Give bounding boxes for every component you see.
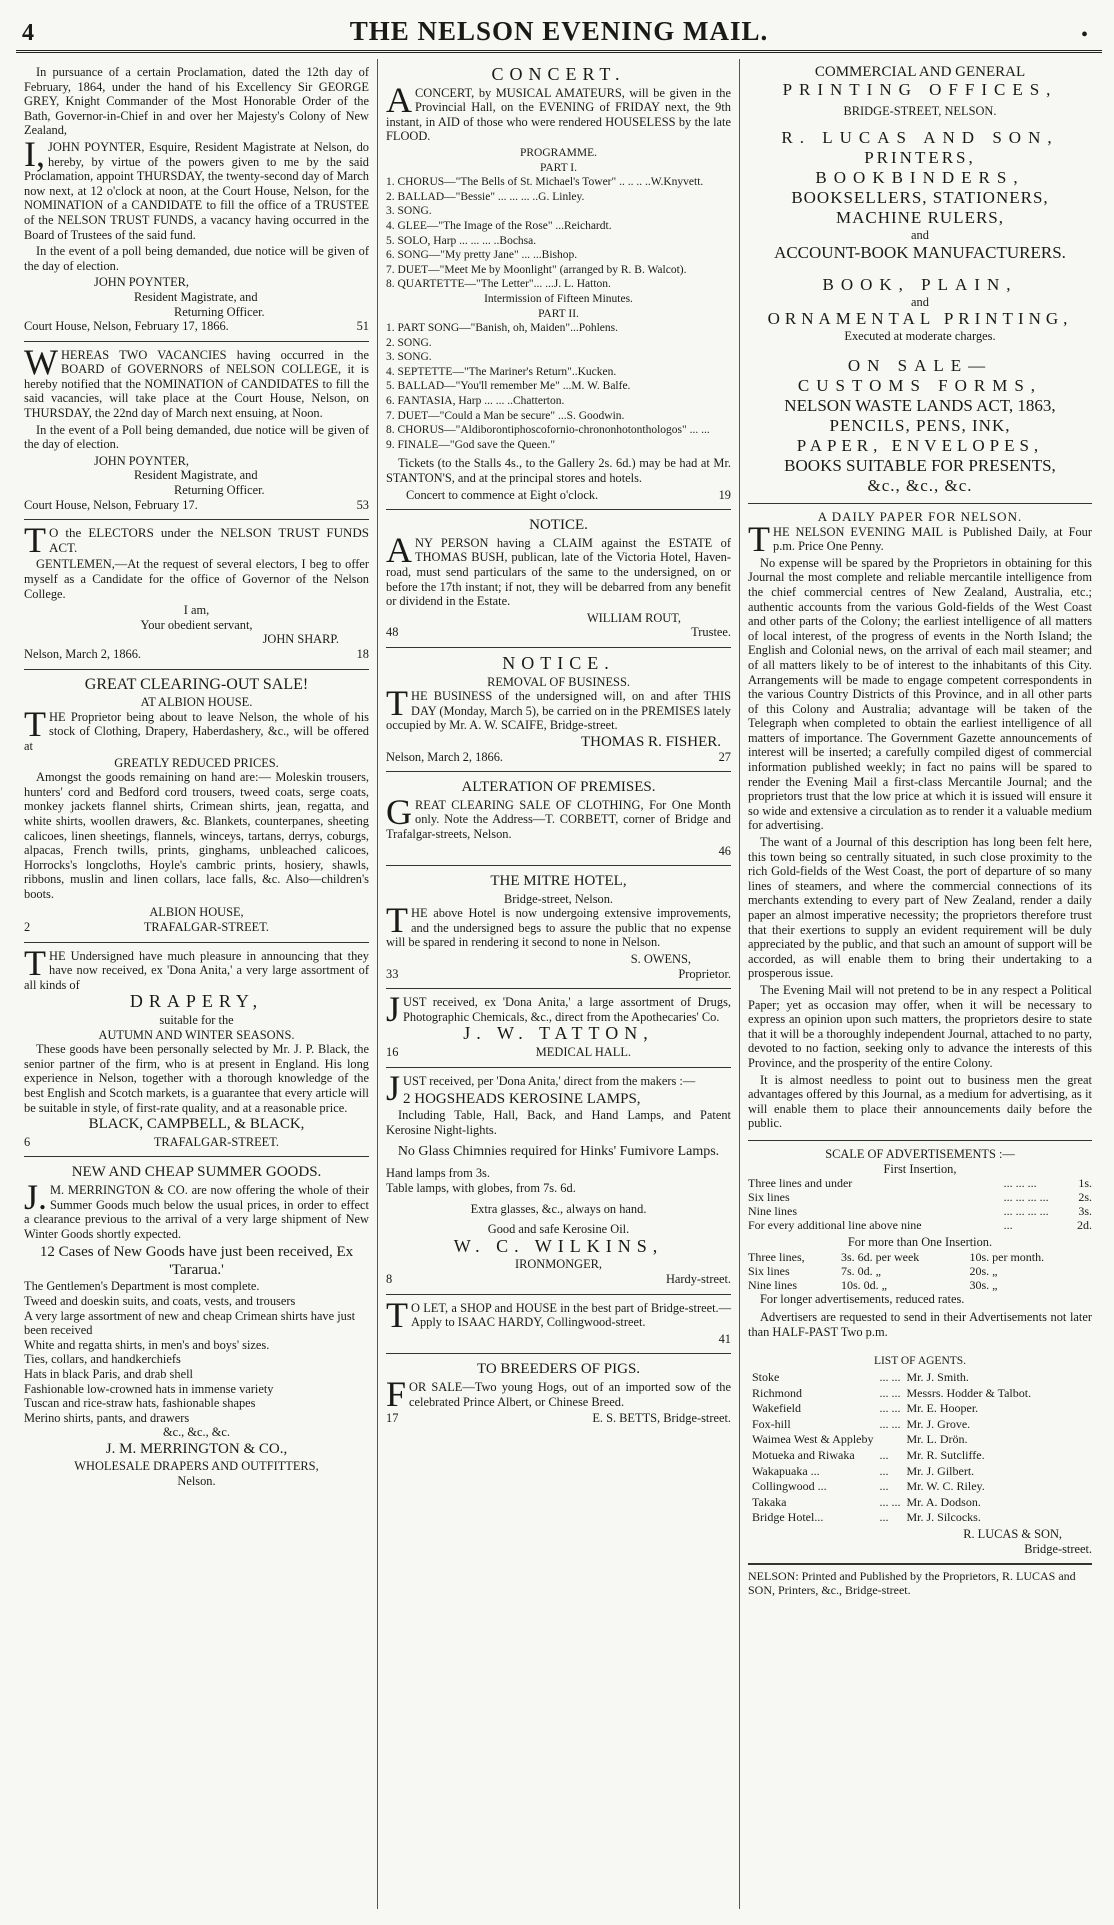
table-row — [750, 1449, 1033, 1463]
merrington-line8: Tuscan and rice-straw hats, fashionable shapes — [24, 1396, 256, 1411]
concert-ad — [386, 59, 731, 510]
mitre-sub: Bridge-street, Nelson. — [503, 891, 614, 906]
agent-place: Collingwood ... — [752, 1479, 827, 1494]
college-notice — [24, 342, 369, 521]
daily-heading: A DAILY PAPER FOR NELSON. — [817, 508, 1023, 524]
wilkins-street: Hardy-street. — [665, 1271, 731, 1286]
fisher-place-date: Nelson, March 2, 1866. — [386, 749, 504, 764]
tatton-num: 16 — [386, 1045, 399, 1060]
wilkins-name: W. C. WILKINS, — [453, 1235, 664, 1256]
concert-programme: PROGRAMME. — [519, 146, 597, 159]
daily-p1: No expense will be spared by the Proprietors in obtaining for this Journal the most complete and reliable mercantile intelligence from the chief commercial centres of New Zealand, Australia, etc.; authentic accounts from the various Gold-fields of the West Coast and other parts of the Colony; the earliest intelligence of all matters of local interest, of the progress of events in the North Island; the English and Colonial news, on the arrival of each mail steamer; and of all matters likely to be of interest to the inhabitants of this City. Arrangements will be made to engage competent correspondents in the various Country Districts of this Province, and in all other parts of this Colony and Australia; advantage will be taken of the Telegraph when completed to obtain the earliest intelligence of all matters of importance. The Government Gazette announcements of interest will be inserted; a carefully compiled digest of commercial information published weekly; in fact no pains will be spared to render the Evening Mail a first-class Mercantile Journal; and the proprietors trust that the low price at which it is issued will ensure it so wide and extensive a circulation as to render it a valuable medium for advertising. — [748, 555, 1092, 833]
scale-label: Three lines and under — [748, 1176, 853, 1191]
drapery-firm: BLACK, CAMPBELL, & BLACK, — [88, 1116, 305, 1133]
scale-dots: ... ... ... — [1003, 1176, 1037, 1191]
pigs-body: FOR SALE—Two young Hogs, out of an imported sow of the celebrated Prince Albert, or Chinese Breed. — [386, 1373, 731, 1414]
lucas-line16: PENCILS, PENS, INK, — [829, 415, 1011, 435]
table-row — [748, 1218, 1092, 1232]
pigs-name: E. S. BETTS, Bridge-street. — [592, 1411, 731, 1426]
tatton-ad — [386, 989, 731, 1067]
wilkins-num: 8 — [386, 1271, 393, 1286]
ornament-dot: • — [1080, 24, 1088, 46]
scale-label: Nine lines — [748, 1277, 797, 1292]
table-row — [750, 1433, 1033, 1447]
agent-name: Mr. A. Dodson. — [906, 1494, 981, 1509]
college-place-date: Court House, Nelson, February 17. — [24, 497, 198, 512]
albion-addr2: TRAFALGAR-STREET. — [143, 920, 269, 935]
scale-week: 10s. 0d. „ — [840, 1277, 887, 1292]
scale-price: 2d. — [1077, 1218, 1092, 1233]
programme-item: 4. SEPTETTE—"The Mariner's Return"..Kucken. — [386, 365, 617, 378]
agents-table — [748, 1369, 1035, 1527]
scale-dots: ... ... ... ... — [1003, 1190, 1049, 1205]
scale-first: First Insertion, — [883, 1161, 957, 1176]
merrington-line5: Ties, collars, and handkerchiefs — [24, 1352, 181, 1367]
scale-request: Advertisers are requested to send in their Advertisements not later than HALF-PAST Two p.m. — [748, 1310, 1092, 1339]
merrington-firm: J. M. MERRINGTON & CO., — [105, 1440, 288, 1457]
mitre-title: Proprietor. — [678, 966, 731, 981]
albion-ad — [24, 670, 369, 943]
bush-name: WILLIAM ROUT, — [586, 610, 681, 625]
lucas-line1: COMMERCIAL AND GENERAL — [814, 64, 1026, 80]
poynter-num: 51 — [356, 319, 369, 334]
imprint-text: NELSON: Printed and Published by the Proprietors, R. LUCAS and SON, Printers, &c., Bridge-street. — [748, 1569, 1076, 1598]
masthead — [16, 14, 1102, 53]
wilkins-hand: Hand lamps from 3s. — [386, 1166, 490, 1181]
mitre-ad — [386, 866, 731, 989]
fisher-sub: REMOVAL OF BUSINESS. — [487, 674, 630, 689]
newspaper-title: THE NELSON EVENING MAIL. — [349, 16, 769, 46]
lucas-line12: Executed at moderate charges. — [844, 329, 996, 344]
fisher-notice — [386, 648, 731, 772]
scale-price: 1s. — [1078, 1176, 1092, 1191]
college-sig-title1: Resident Magistrate, and — [134, 468, 258, 483]
merrington-ad — [24, 1157, 369, 1495]
wilkins-chim: No Glass Chimnies required for Hinks' Fumivore Lamps. — [397, 1144, 720, 1160]
programme-item: 1. CHORUS—"The Bells of St. Michael's Tower" .. .. .. ..W.Knyvett. — [386, 176, 704, 189]
albion-addr1: ALBION HOUSE, — [149, 905, 244, 920]
column-3 — [740, 59, 1100, 1909]
agent-name: Mr. R. Sutcliffe. — [906, 1448, 985, 1463]
agents-list — [748, 1348, 1092, 1564]
pigs-num: 17 — [386, 1411, 399, 1426]
bush-title: Trustee. — [691, 625, 731, 640]
agent-dots: ... — [879, 1510, 889, 1525]
agent-dots: ... ... — [879, 1370, 901, 1385]
agent-dots: ... ... — [879, 1416, 901, 1431]
wilkins-oil: Good and safe Kerosine Oil. — [487, 1222, 630, 1237]
fisher-body: THE BUSINESS of the undersigned will, on and after THIS DAY (Monday, March 5), be carried on in the PREMISES lately occupied by Mr. A. W. SCAIFE, Bridge-street. — [386, 683, 731, 733]
bush-notice — [386, 510, 731, 648]
scale-more: For more than One Insertion. — [847, 1235, 993, 1250]
drapery-body2: These goods have been personally selected by Mr. J. P. Black, the senior partner of the firm, who is at present in England. His long experience in Nelson, together with a thorough knowledge of the best English and Scotch markets, is a guarantee that every article will be suitable in style, of first-rate quality, and at a reasonable price. — [24, 1042, 369, 1115]
lucas-line3: BRIDGE-STREET, NELSON. — [843, 103, 997, 118]
alteration-ad — [386, 772, 731, 866]
programme-item: 2. SONG. — [386, 336, 432, 349]
lucas-line14: CUSTOMS FORMS, — [797, 375, 1043, 395]
scale-longer: For longer advertisements, reduced rates. — [760, 1291, 965, 1306]
programme-item: 3. SONG. — [386, 351, 432, 364]
scale-week: 3s. 6d. per week — [840, 1249, 920, 1264]
agent-place: Wakapuaka ... — [752, 1463, 820, 1478]
bush-num: 48 — [386, 625, 399, 640]
poynter-sig-name: JOHN POYNTER, — [94, 275, 189, 290]
electors-place-date: Nelson, March 2, 1866. — [24, 646, 142, 661]
agent-place: Richmond — [752, 1385, 802, 1400]
merrington-line6: Hats in black Paris, and drab shell — [24, 1366, 193, 1381]
drapery-body: THE Undersigned have much pleasure in announcing that they have now received, ex 'Dona Anita,' a very large assortment of all kinds of — [24, 942, 369, 992]
agent-dots: ... — [879, 1448, 889, 1463]
concert-commence: Concert to commence at Eight o'clock. — [406, 487, 599, 502]
agent-place: Bridge Hotel... — [752, 1510, 824, 1525]
drapery-seasons: AUTUMN AND WINTER SEASONS. — [98, 1027, 295, 1042]
wilkins-trade: IRONMONGER, — [514, 1257, 603, 1272]
programme-item: Intermission of Fifteen Minutes. — [484, 292, 633, 305]
pigs-heading: TO BREEDERS OF PIGS. — [476, 1361, 641, 1378]
daily-p2: The want of a Journal of this description has long been felt here, this town being so centrally situated, in such close proximity to the rich Gold-fields of the West Coast, the port of departure of so many lines of steamers, and where the commercial connections of its merchants extending to every part of New Zealand, render a daily paper an almost imperative necessity; the proprietors therefore trust that their exertions to supply an evident requirement will be duly appreciated by the public, and that such an amount of support will be accorded, as will enable them to bring their undertaking to a prosperous issue. — [748, 835, 1092, 981]
imprint — [748, 1564, 1092, 1597]
lucas-line5: PRINTERS, — [864, 148, 976, 168]
agents-street: Bridge-street. — [1024, 1541, 1092, 1556]
page-number: 4 — [22, 20, 34, 46]
concert-part1-list — [386, 175, 731, 306]
scale-table — [748, 1176, 1092, 1232]
agent-name: Messrs. Hodder & Talbot. — [906, 1385, 1032, 1400]
table-row — [748, 1250, 1092, 1264]
table-row — [748, 1264, 1092, 1278]
columns — [16, 59, 1102, 1909]
programme-item: 5. SOLO, Harp ... ... ... ..Bochsa. — [386, 234, 537, 247]
programme-item: 4. GLEE—"The Image of the Rose" ...Reichardt. — [386, 219, 612, 232]
tatton-place: MEDICAL HALL. — [535, 1045, 631, 1060]
scale-dots: ... ... ... ... — [1003, 1204, 1049, 1219]
lucas-line18: BOOKS SUITABLE FOR PRESENTS, — [784, 455, 1056, 475]
daily-ad — [748, 504, 1092, 1141]
electors-notice — [24, 520, 369, 669]
wilkins-ad — [386, 1068, 731, 1295]
fisher-heading: NOTICE. — [502, 652, 615, 673]
college-poll: In the event of a Poll being demanded, due notice will be given of the day of election. — [24, 422, 369, 452]
drapery-street: TRAFALGAR-STREET. — [153, 1134, 279, 1149]
wilkins-incl: Including Table, Hall, Back, and Hand Lamps, and Patent Kerosine Night-lights. — [386, 1108, 731, 1137]
table-row — [748, 1176, 1092, 1190]
albion-prices: GREATLY REDUCED PRICES. — [114, 755, 279, 770]
poynter-place-date: Court House, Nelson, February 17, 1866. — [24, 319, 229, 334]
college-num: 53 — [356, 497, 369, 512]
lucas-ad — [748, 59, 1092, 504]
tatton-name: J. W. TATTON, — [463, 1023, 654, 1044]
tolet-body: TO LET, a SHOP and HOUSE in the best part of Bridge-street.—Apply to ISAAC HARDY, Collingwood-street. — [386, 1294, 731, 1335]
programme-item: 6. SONG—"My pretty Jane" ... ...Bishop. — [386, 249, 578, 262]
merrington-line4: White and regatta shirts, in men's and boys' sizes. — [24, 1337, 270, 1352]
lucas-line15: NELSON WASTE LANDS ACT, 1863, — [784, 395, 1056, 415]
lucas-line9: ACCOUNT-BOOK MANUFACTURERS. — [774, 242, 1066, 262]
alteration-body: GREAT CLEARING SALE OF CLOTHING, For One Month only. Note the Address—T. CORBETT, corner of Bridge and Trafalgar-streets, Nelson. — [386, 791, 731, 841]
agent-dots — [878, 1433, 903, 1447]
scale-month: 10s. per month. — [969, 1249, 1045, 1264]
poynter-body: I,JOHN POYNTER, Esquire, Resident Magistrate at Nelson, do hereby, by virtue of the powers given to me by the said Proclamation, appoint THURSDAY, the twenty-second day of March now next, at 12 o'clock at noon, at the Court House, Nelson, for the NOMINATION of a CANDIDATE to fill the office of a TRUSTEE of the NELSON TRUST FUNDS, a vacancy having occurred in the Board of Trustees of the said fund. — [24, 133, 369, 242]
merrington-line9: Merino shirts, pants, and drawers — [24, 1410, 190, 1425]
column-2 — [378, 59, 740, 1909]
table-row — [750, 1387, 1033, 1401]
scale-price: 2s. — [1078, 1190, 1092, 1205]
scale-table-2 — [748, 1250, 1092, 1292]
agent-place: Takaka — [752, 1494, 787, 1509]
merrington-desc: WHOLESALE DRAPERS AND OUTFITTERS, — [74, 1459, 319, 1474]
daily-p3: The Evening Mail will not pretend to be in any respect a Political Paper; yet as occasion may offer, when it will be necessary to express an opinion upon such matters, the proprietors desire to state that it will be a thoroughly independent Journal, attached to no party, devoted to no faction, seeking only to advance the interests of this Province, and the prosperity of the entire Colony. — [748, 982, 1092, 1070]
programme-item: 6. FANTASIA, Harp ... ... ..Chatterton. — [386, 395, 565, 408]
scale-dots: ... — [1003, 1218, 1013, 1233]
programme-item: 8. CHORUS—"Aldiborontiphoscofornio-chrononhotonthologos" ... ... — [386, 424, 710, 437]
table-row — [750, 1371, 1033, 1385]
tolet-ad — [386, 1295, 731, 1355]
daily-intro: THE NELSON EVENING MAIL is Published Daily, at Four p.m. Price One Penny. — [748, 518, 1092, 559]
tolet-num: 41 — [718, 1331, 731, 1346]
lucas-line4: R. LUCAS AND SON, — [781, 128, 1059, 148]
scale-label: Six lines — [748, 1190, 790, 1205]
concert-heading: CONCERT. — [491, 64, 626, 84]
programme-item: 9. FINALE—"God save the Queen." — [386, 438, 556, 451]
agent-dots: ... ... — [879, 1494, 901, 1509]
scale-label: Three lines, — [748, 1249, 805, 1264]
fisher-name: THOMAS R. FISHER. — [580, 733, 721, 750]
programme-item: 8. QUARTETTE—"The Letter"... ...J. L. Hatton. — [386, 278, 611, 291]
lucas-line8: MACHINE RULERS, — [835, 208, 1004, 228]
agent-name: Mr. J. Silcocks. — [906, 1510, 981, 1525]
agent-name: Mr. E. Hooper. — [906, 1401, 979, 1416]
drapery-ad — [24, 943, 369, 1158]
mitre-name: S. OWENS, — [630, 952, 691, 967]
agent-place: Motueka and Riwaka — [752, 1448, 855, 1463]
albion-body: THE Proprietor being about to leave Nelson, the whole of his stock of Clothing, Drapery, Haberdashery, &c., will be offered at — [24, 703, 369, 753]
concert-num: 19 — [718, 487, 731, 502]
pigs-ad — [386, 1354, 731, 1432]
drapery-word: DRAPERY, — [129, 991, 264, 1012]
table-row — [750, 1480, 1033, 1494]
table-row — [750, 1402, 1033, 1416]
merrington-line7: Fashionable low-crowned hats in immense variety — [24, 1381, 274, 1396]
agent-place: Waimea West & Appleby — [752, 1432, 874, 1447]
albion-heading: GREAT CLEARING-OUT SALE! — [84, 675, 309, 693]
agent-name: Mr. J. Gilbert. — [906, 1463, 975, 1478]
fisher-num: 27 — [718, 749, 731, 764]
tatton-body: JUST received, ex 'Dona Anita,' a large assortment of Drugs, Photographic Chemicals, &c., direct from the Apothecaries' Co. — [386, 989, 731, 1030]
programme-item: 7. DUET—"Could a Man be secure" ...S. Goodwin. — [386, 409, 625, 422]
agent-name: Mr. W. C. Riley. — [906, 1479, 985, 1494]
merrington-body: J.M. MERRINGTON & CO. are now offering the whole of their Summer Goods much below the usual prices, in order to effect a clearance previous to the arrival of a very large shipment of New Winter Goods shortly expected. — [24, 1176, 369, 1241]
merrington-line1: The Gentlemen's Department is most complete. — [24, 1279, 260, 1294]
merrington-heading: NEW AND CHEAP SUMMER GOODS. — [71, 1164, 322, 1181]
lucas-line10: BOOK, PLAIN, — [822, 274, 1018, 294]
programme-item: 2. BALLAD—"Bessie" ... ... ... ..G. Linley. — [386, 190, 585, 203]
column-1 — [16, 59, 378, 1909]
electors-body: GENTLEMEN,—At the request of several electors, I beg to offer myself as a Candidate for the office of Governor of the Nelson College. — [24, 557, 369, 601]
agent-dots: ... ... — [879, 1401, 901, 1416]
concert-part2-list — [386, 321, 731, 452]
agent-dots: ... ... — [879, 1385, 901, 1400]
lucas-line13: ON SALE— — [847, 355, 993, 375]
drapery-num: 6 — [24, 1134, 31, 1149]
programme-item: 1. PART SONG—"Banish, oh, Maiden"...Pohlens. — [386, 322, 619, 335]
lucas-line11: ORNAMENTAL PRINTING, — [767, 309, 1073, 329]
albion-sub: AT ALBION HOUSE. — [140, 695, 253, 710]
table-row — [748, 1278, 1092, 1292]
agents-sig: R. LUCAS & SON, — [963, 1527, 1062, 1541]
table-row — [750, 1511, 1033, 1525]
lucas-line6: BOOKBINDERS, — [815, 168, 1025, 188]
poynter-sig-title1: Resident Magistrate, and — [134, 289, 258, 304]
table-row — [750, 1465, 1033, 1479]
wilkins-lamps: 2 HOGSHEADS KEROSINE LAMPS, — [403, 1091, 641, 1108]
albion-list: Amongst the goods remaining on hand are:— Moleskin trousers, hunters' cord and Bedford cord trousers, tweed coats, serge coats, monkey jackets flannel shirts, Crimean shirts, jean, regatta, and white shirts, woollen drawers, &c. Blankets, counterpanes, sheeting calicoes, linen sheetings, flannels, winceys, tartans, derrys, coburgs, alpacas, French twills, prints, ginghams, unbleached calicoes, Horrocks's longcloths, Hoyle's cambric prints, hosiery, shawls, ribbons, muslin and linen collars, lace falls, &c. Also—children's boots. — [24, 770, 369, 901]
agent-name: Mr. J. Grove. — [906, 1416, 971, 1431]
table-row — [748, 1204, 1092, 1218]
merrington-cases: 12 Cases of New Goods have just been received, Ex 'Tararua.' — [39, 1244, 354, 1279]
alteration-heading: ALTERATION OF PREMISES. — [461, 779, 656, 796]
agent-dots: ... — [879, 1479, 889, 1494]
merrington-place: Nelson. — [177, 1474, 216, 1489]
lucas-line7: BOOKSELLERS, STATIONERS, — [791, 188, 1049, 208]
poynter-notice — [24, 59, 369, 342]
table-row — [748, 1190, 1092, 1204]
college-body: WHEREAS TWO VACANCIES having occurred in the BOARD of GOVERNORS of NELSON COLLEGE, it is hereby notified that the NOMINATION of CANDIDATES to fill the said vacancies, will take place at the Court House, Nelson, on THURSDAY, the 22nd day of March next ensuing, at Noon. — [24, 341, 369, 421]
electors-servant: Your obedient servant, — [140, 617, 253, 632]
poynter-intro: In pursuance of a certain Proclamation, dated the 12th day of February, 1864, under the hand of his Excellency Sir GEORGE GREY, Knight Commander of the Most Honorable Order of the Bath, Governor-in-Chief in and over her Majesty's Colony of New Zealand, — [24, 65, 369, 138]
scale-label: Six lines — [748, 1263, 790, 1278]
mitre-num: 33 — [386, 966, 399, 981]
lucas-line17: PAPER, ENVELOPES, — [796, 435, 1044, 455]
electors-num: 18 — [356, 646, 369, 661]
wilkins-extra: Extra glasses, &c., always on hand. — [470, 1201, 647, 1216]
electors-name: JOHN SHARP. — [262, 632, 339, 647]
lucas-and2: and — [911, 294, 929, 309]
electors-heading: TO the ELECTORS under the NELSON TRUST FUNDS ACT. — [24, 520, 369, 561]
college-sig-name: JOHN POYNTER, — [94, 453, 189, 468]
concert-tickets: Tickets (to the Stalls 4s., to the Gallery 2s. 6d.) may be had at Mr. STANTON'S, and at the principal stores and hotels. — [386, 456, 731, 486]
lucas-and1: and — [911, 228, 929, 243]
wilkins-table: Table lamps, with globes, from 7s. 6d. — [386, 1181, 576, 1195]
electors-iam: I am, — [183, 603, 210, 618]
programme-item: 7. DUET—"Meet Me by Moonlight" (arranged by R. B. Walcot). — [386, 263, 687, 276]
mitre-heading: THE MITRE HOTEL, — [490, 873, 627, 890]
concert-part2: PART II. — [538, 307, 579, 320]
agent-place: Fox-hill — [752, 1416, 791, 1431]
scale-heading: SCALE OF ADVERTISEMENTS :— — [825, 1146, 1015, 1161]
agent-name: Mr. L. Drön. — [906, 1432, 968, 1447]
agents-heading: LIST OF AGENTS. — [873, 1355, 967, 1368]
poynter-poll: In the event of a poll being demanded, due notice will be given of the day of election. — [24, 244, 369, 273]
poynter-sig-title2: Returning Officer. — [174, 304, 265, 319]
concert-part1: PART I. — [539, 161, 578, 174]
programme-item: 5. BALLAD—"You'll remember Me" ...M. W. Balfe. — [386, 380, 631, 393]
agent-place: Wakefield — [752, 1401, 802, 1416]
table-row — [750, 1418, 1033, 1432]
merrington-line2: Tweed and doeskin suits, and coats, vests, and trousers — [24, 1293, 296, 1308]
scale-week: 7s. 0d. „ — [840, 1263, 881, 1278]
daily-p4: It is almost needless to point out to business men the great advantages offered by this Journal, as a medium for advertising, as it will enable them to place their announcements daily before the public. — [748, 1072, 1092, 1131]
lucas-line2: PRINTING OFFICES, — [782, 79, 1058, 99]
agent-name: Mr. J. Smith. — [906, 1370, 969, 1385]
wilkins-body: JUST received, per 'Dona Anita,' direct from the makers :— — [386, 1067, 696, 1108]
college-sig-title2: Returning Officer. — [174, 483, 265, 498]
scale-price: 3s. — [1078, 1204, 1092, 1219]
programme-item: 3. SONG. — [386, 205, 432, 218]
drapery-suitable: suitable for the — [159, 1013, 234, 1028]
merrington-line3: A very large assortment of new and cheap Crimean shirts have just been received — [24, 1308, 356, 1338]
agent-dots: ... — [879, 1463, 889, 1478]
scale-month: 30s. „ — [969, 1277, 998, 1292]
scale-label: Nine lines — [748, 1204, 797, 1219]
merrington-etc: &c., &c., &c. — [162, 1425, 231, 1440]
scale-label: For every additional line above nine — [748, 1218, 922, 1233]
alteration-num: 46 — [718, 843, 731, 858]
albion-num: 2 — [24, 920, 31, 935]
bush-body: ANY PERSON having a CLAIM against the ESTATE of THOMAS BUSH, publican, late of the Victoria Hotel, Haven-road, must send particulars of the same to the undersigned, on or before the 17th instant; if not, they will be debarred from any benefit or dividend in the Estate. — [386, 529, 731, 609]
concert-body: ACONCERT, by MUSICAL AMATEURS, will be given in the Provincial Hall, on the EVENING of FRIDAY next, the 9th instant, in AID of those who were rendered HOUSELESS by the late FLOOD. — [386, 79, 731, 144]
mitre-body: THE above Hotel is now undergoing extensive improvements, and the undersigned begs to assure the public that no expense will be spared in rendering it second to none in Nelson. — [386, 900, 731, 950]
scale-ad — [748, 1141, 1092, 1349]
agent-place: Stoke — [752, 1370, 780, 1385]
scale-month: 20s. „ — [969, 1263, 998, 1278]
bush-heading: NOTICE. — [529, 517, 588, 534]
lucas-line19: &c., &c., &c. — [867, 475, 973, 495]
table-row — [750, 1496, 1033, 1510]
